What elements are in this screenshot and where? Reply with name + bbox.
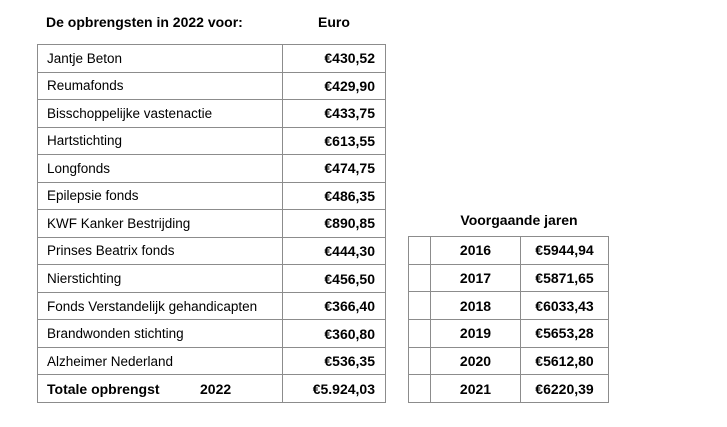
table-row (409, 264, 609, 292)
year-amount: €6220,39 (521, 375, 609, 403)
table-row (38, 100, 386, 128)
year-amount: €5612,80 (521, 347, 609, 375)
table-row (38, 45, 386, 73)
table-row (409, 237, 609, 265)
charity-amount: €890,85 (283, 210, 386, 238)
charity-name: Bisschoppelijke vastenactie (38, 100, 283, 128)
total-year: 2022 (200, 380, 232, 397)
table-row (38, 182, 386, 210)
year-cell: 2021 (431, 375, 521, 403)
charity-name: Nierstichting (38, 265, 283, 293)
year-cell: 2017 (431, 264, 521, 292)
total-label: Totale opbrengst (47, 380, 160, 397)
total-row (38, 375, 386, 403)
charity-amount: €444,30 (283, 237, 386, 265)
charity-amount: €430,52 (283, 45, 386, 73)
year-amount: €6033,43 (521, 292, 609, 320)
year-amount: €5653,28 (521, 319, 609, 347)
spacer-cell (409, 375, 431, 403)
charity-name: Reumafonds (38, 72, 283, 100)
table-row (38, 237, 386, 265)
charity-name: Brandwonden stichting (38, 320, 283, 348)
charity-name: Longfonds (38, 155, 283, 183)
year-cell: 2019 (431, 319, 521, 347)
year-cell: 2016 (431, 237, 521, 265)
table-row (38, 320, 386, 348)
previous-years-title: Voorgaande jaren (460, 212, 578, 228)
charity-amount: €474,75 (283, 155, 386, 183)
spacer-cell (409, 292, 431, 320)
charity-amount: €429,90 (283, 72, 386, 100)
table-row (38, 72, 386, 100)
charity-amount: €366,40 (283, 292, 386, 320)
previous-years-table (408, 236, 609, 403)
charity-name: Epilepsie fonds (38, 182, 283, 210)
charity-amount: €360,80 (283, 320, 386, 348)
euro-column-header: Euro (318, 14, 350, 30)
spacer-cell (409, 319, 431, 347)
table-row (409, 347, 609, 375)
year-cell: 2018 (431, 292, 521, 320)
charity-name: Hartstichting (38, 127, 283, 155)
charity-name: Fonds Verstandelijk gehandicapten (38, 292, 283, 320)
charity-name: Jantje Beton (38, 45, 283, 73)
spacer-cell (409, 237, 431, 265)
total-label-cell (38, 375, 283, 403)
table-row (38, 347, 386, 375)
year-cell: 2020 (431, 347, 521, 375)
table-row (38, 292, 386, 320)
charity-name: Prinses Beatrix fonds (38, 237, 283, 265)
main-table-title: De opbrengsten in 2022 voor: (46, 14, 243, 30)
table-row (38, 155, 386, 183)
charity-amount: €456,50 (283, 265, 386, 293)
year-amount: €5944,94 (521, 237, 609, 265)
table-row (38, 265, 386, 293)
table-row (38, 127, 386, 155)
spacer-cell (409, 264, 431, 292)
proceeds-2022-table (37, 44, 386, 403)
table-row (409, 375, 609, 403)
charity-amount: €536,35 (283, 347, 386, 375)
table-row (409, 292, 609, 320)
spacer-cell (409, 347, 431, 375)
table-row (409, 319, 609, 347)
total-amount: €5.924,03 (283, 375, 386, 403)
charity-name: KWF Kanker Bestrijding (38, 210, 283, 238)
year-amount: €5871,65 (521, 264, 609, 292)
charity-amount: €613,55 (283, 127, 386, 155)
table-row (38, 210, 386, 238)
charity-name: Alzheimer Nederland (38, 347, 283, 375)
charity-amount: €486,35 (283, 182, 386, 210)
charity-amount: €433,75 (283, 100, 386, 128)
